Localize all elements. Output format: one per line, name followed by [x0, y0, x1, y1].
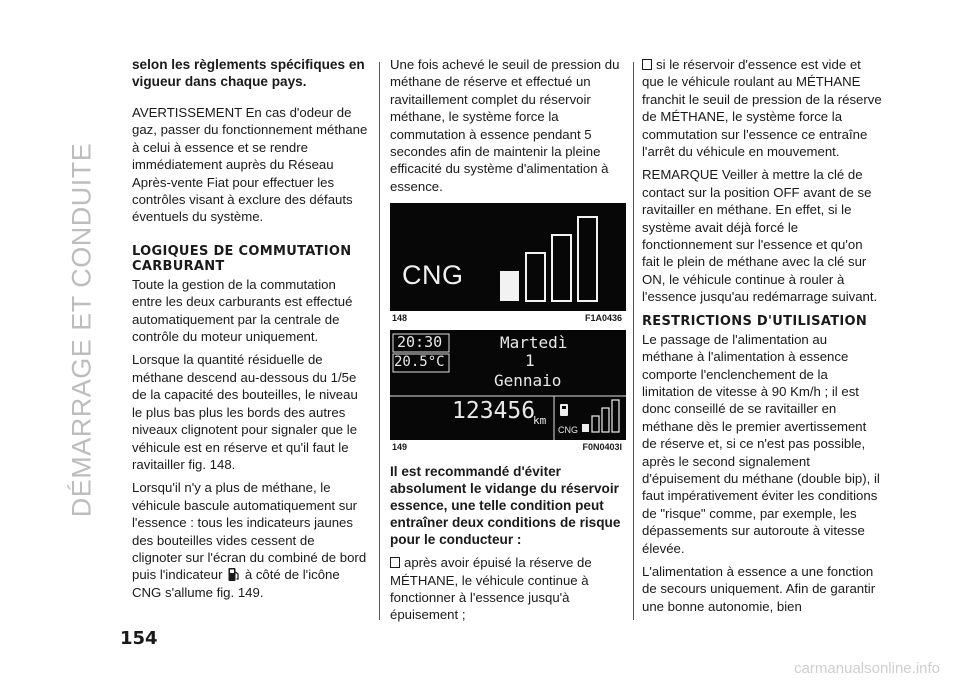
column-3: [642, 56, 882, 621]
lead-text: selon les règlements spécifiques en vigueur dans chaque pays.: [132, 57, 365, 89]
cng-level-bars: [390, 203, 626, 311]
fuel-pump-icon: [228, 567, 239, 582]
odometer-unit: km: [533, 414, 547, 428]
time-readout: 20:30: [397, 333, 443, 352]
section-heading-usage-restrictions: RESTRICTIONS D'UTILISATION: [642, 313, 868, 329]
square-bullet-icon: [642, 59, 652, 70]
warning-paragraph: AVERTISSEMENT En cas d'odeur de gaz, passer du fonctionnement méthane à celui à essence et se rendre immédiatement auprès du Réseau Après-vente Fiat pour effectuer les contrôles visant à exclure des défauts éventuels du système.: [132, 105, 368, 225]
odometer-readout: 123456: [452, 398, 536, 425]
paragraph: Le passage de l'alimentation au méthane à l'alimentation à essence comporte l'enclenchement de la limitation de vitesse à 90 Km/h ; il est donc conseillé de se ravitailler en méthane dès le premier avertissement de réserve et, si ce n'est pas possible, après le second signalement d'épuisement du méthane (double bip), il faut impérativement éviter les conditions de "risque" comme, par exemple, les dépassements sur autoroute à vitesse élevée.: [642, 331, 880, 556]
section-heading-fuel-switching: LOGIQUES DE COMMUTATION CARBURANT: [132, 243, 352, 274]
figure-number: 148: [392, 313, 408, 324]
cng-label: CNG: [402, 260, 464, 291]
figure-caption: [392, 441, 622, 453]
column-divider-left: [379, 62, 380, 620]
paragraph: Une fois achevé le seuil de pression du méthane de réserve et effectué un ravitaillement complet du réservoir méthane, le système force la commutation à essence pendant 5 secondes afin de maintenir la pleine efficacité du système d'alimentation à essence.: [390, 57, 620, 194]
paragraph: L'alimentation à essence a une fonction de secours uniquement. Afin de garantir une bonne autonomie, bien: [642, 563, 876, 614]
day-readout: Martedì: [500, 333, 568, 353]
paragraph: Toute la gestion de la commutation entre les deux carburants est effectué automatiquement par la centrale de contrôle du moteur uniquement.: [132, 276, 353, 345]
temperature-readout: 20.5°C: [394, 354, 445, 371]
bullet-item: [390, 554, 626, 624]
column-divider-right: [633, 62, 634, 620]
figure-code: F1A0436: [584, 313, 622, 324]
paragraph: Lorsque la quantité résiduelle de méthane descend au-dessous du 1/5e de la capacité des bouteilles, le niveau le plus bas plus les bords des autres niveaux clignotent pour signaler que le véhicule est en réserve et qu'il faut le ravitailler fig. 148.: [132, 352, 358, 472]
paragraph: [132, 479, 368, 601]
paragraph-text: Lorsqu'il n'y a plus de méthane, le véhicule bascule automatiquement sur l'essence : tous les indicateurs jaunes des bouteilles vides cessent de clignoter sur l'écran du combiné de bord puis l'indicateur: [132, 480, 367, 583]
page-number: 154: [120, 628, 158, 649]
bullet-text: si le réservoir d'essence est vide et que le véhicule roulant au MÉTHANE franchit le seuil de pression de la réserve de MÉTHANE, le système force la commutation sur l'essence ce entraîne l'arrêt du véhicule en mouvement.: [642, 57, 882, 160]
side-chapter-title: DÉMARRAGE ET CONDUITE: [66, 142, 97, 518]
warning-bold-heading: Il est recommandé d'éviter absolument le vidange du réservoir essence, une telle condition peut entraîner deux conditions de risque pour le conducteur :: [390, 464, 621, 548]
bullet-item: [642, 56, 882, 160]
bullet-text: après avoir épuisé la réserve de MÉTHANE, le véhicule continue à fonctionner à l'essence jusqu'à épuisement ;: [390, 555, 592, 623]
watermark: carmanualsonline.info: [794, 660, 940, 677]
figure-code: F0N0403I: [582, 442, 622, 453]
month-readout: Gennaio: [494, 371, 562, 391]
paragraph-text: à côté de l'icône CNG s'allume fig. 149.: [132, 567, 340, 600]
figure-number: 149: [392, 442, 408, 453]
square-bullet-icon: [390, 557, 400, 568]
cng-small-label: CNG: [558, 425, 578, 436]
figure-149-instrument-display: [390, 330, 626, 440]
date-readout: 1: [525, 351, 535, 371]
column-1: [132, 56, 368, 607]
remark-paragraph: REMARQUE Veiller à mettre la clé de contact sur la position OFF avant de se ravitailler en méthane. En effet, si le système avait déjà forcé le fonctionnement sur l'essence et qu'on fait le plein de méthane avec la clé sur ON, le véhicule continue à rouler à l'essence jusqu'au redémarrage suivant.: [642, 167, 878, 305]
column-2: [390, 56, 626, 630]
figure-caption: [392, 312, 622, 324]
figure-148-cng-reserve-display: [390, 203, 626, 311]
